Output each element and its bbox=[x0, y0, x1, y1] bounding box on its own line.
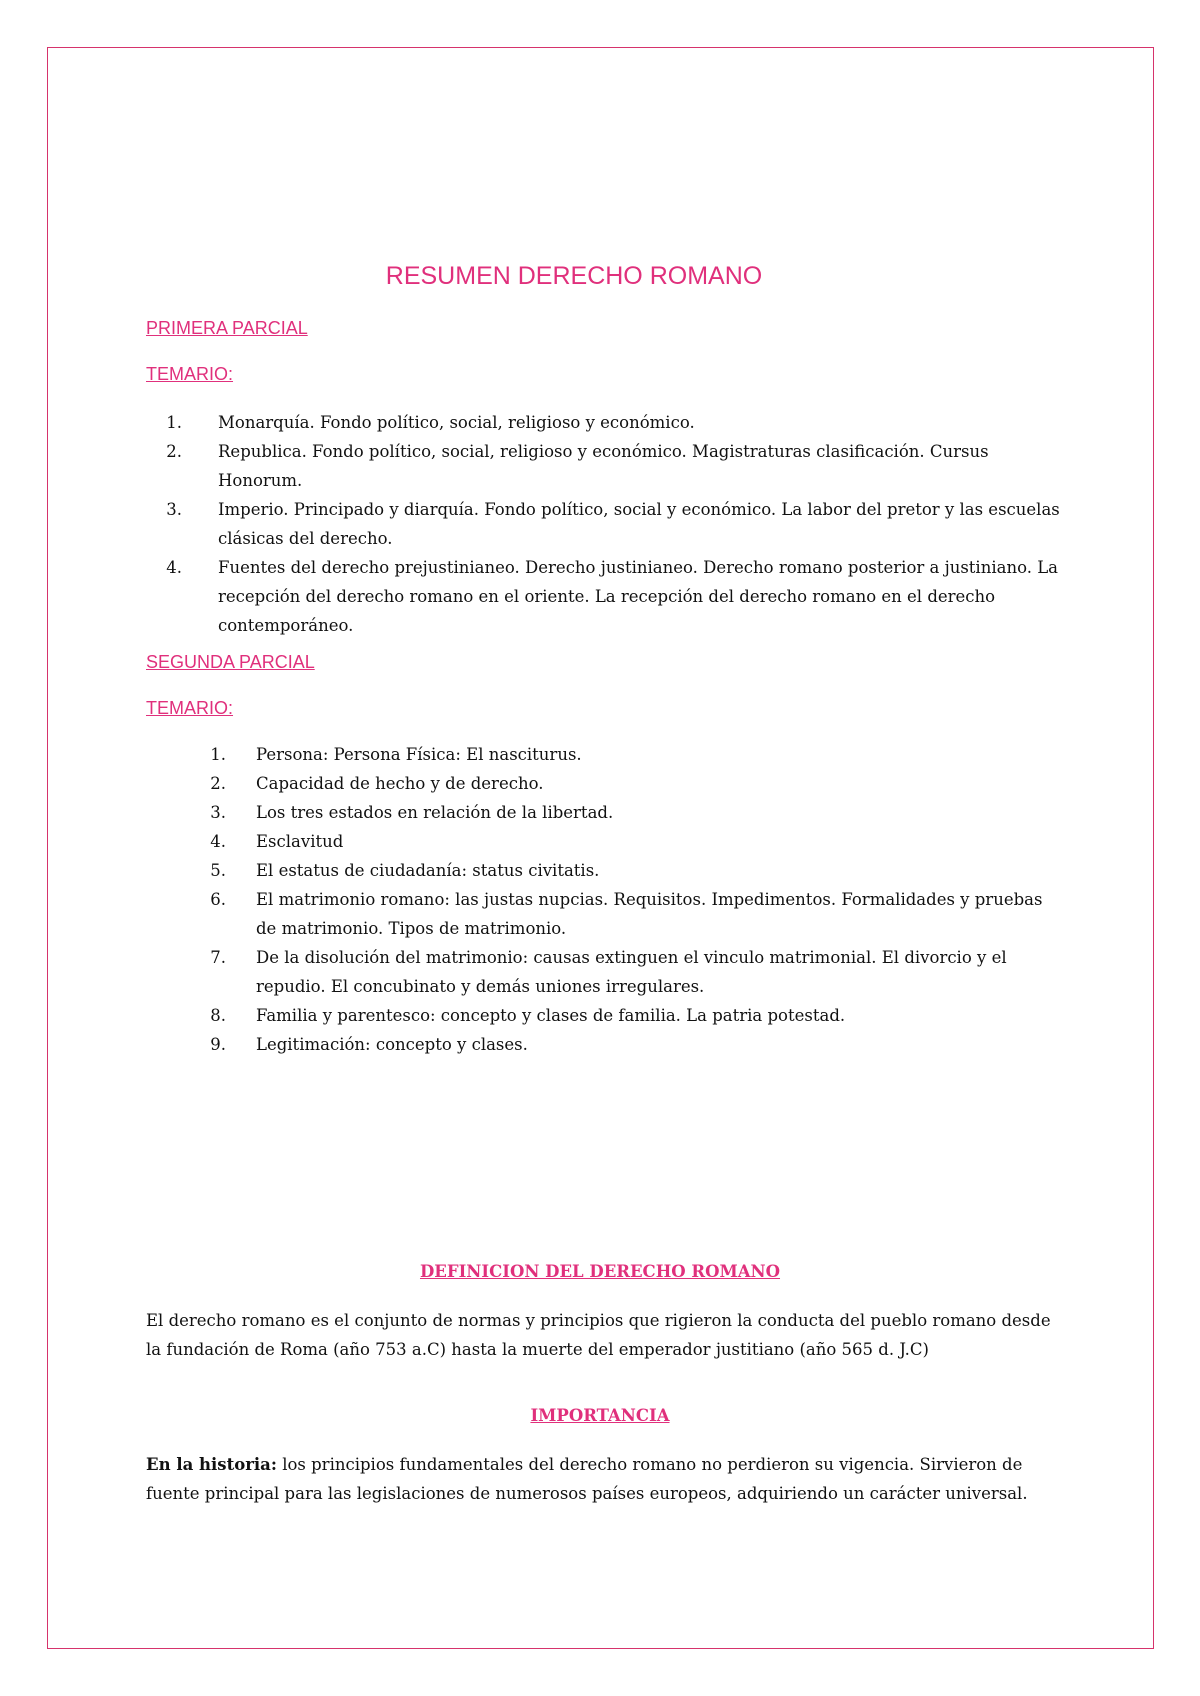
list-item-number: 2. bbox=[166, 442, 182, 461]
list-item-number: 2. bbox=[210, 774, 226, 793]
list-item bbox=[210, 1001, 1068, 1030]
list-item-number: 5. bbox=[210, 861, 226, 880]
list-item-text: El estatus de ciudadanía: status civitatis. bbox=[256, 861, 600, 880]
list-item-text: Monarquía. Fondo político, social, religioso y económico. bbox=[218, 413, 695, 432]
list-item bbox=[210, 769, 1068, 798]
document-title: RESUMEN DERECHO ROMANO bbox=[385, 262, 763, 290]
list-item bbox=[166, 408, 1070, 437]
definicion-paragraph: El derecho romano es el conjunto de normas y principios que rigieron la conducta del pueblo romano desde la fundación de Roma (año 753 a.C) hasta la muerte del emperador justitiano (año 565 d. J.C) bbox=[146, 1311, 1051, 1359]
list-item-number: 1. bbox=[166, 413, 182, 432]
list-item bbox=[166, 437, 1070, 495]
importancia-heading: IMPORTANCIA bbox=[530, 1406, 670, 1425]
list-item-text: De la disolución del matrimonio: causas extinguen el vinculo matrimonial. El divorcio y el repudio. El concubinato y demás uniones irregulares. bbox=[256, 948, 1007, 996]
importancia-paragraph bbox=[146, 1450, 1066, 1508]
list-item bbox=[210, 943, 1068, 1001]
list-item-text: Familia y parentesco: concepto y clases de familia. La patria potestad. bbox=[256, 1006, 846, 1025]
segunda-temario-label: TEMARIO: bbox=[146, 698, 234, 718]
list-item bbox=[210, 827, 1068, 856]
list-item bbox=[210, 885, 1068, 943]
list-item-text: Persona: Persona Física: El nasciturus. bbox=[256, 745, 582, 764]
list-item-text: Capacidad de hecho y de derecho. bbox=[256, 774, 544, 793]
list-item-number: 3. bbox=[166, 500, 182, 519]
list-item-text: Legitimación: concepto y clases. bbox=[256, 1035, 528, 1054]
list-item-number: 4. bbox=[210, 832, 226, 851]
definicion-heading: DEFINICION DEL DERECHO ROMANO bbox=[419, 1262, 781, 1281]
list-item-text: Los tres estados en relación de la libertad. bbox=[256, 803, 614, 822]
importancia-text: los principios fundamentales del derecho romano no perdieron su vigencia. Sirvieron de fuente principal para las legislaciones de numerosos países europeos, adquiriendo un carácter universal. bbox=[146, 1455, 1028, 1503]
list-item-number: 6. bbox=[210, 890, 226, 909]
segunda-temario-list bbox=[210, 740, 1068, 1059]
list-item-text: El matrimonio romano: las justas nupcias. Requisitos. Impedimentos. Formalidades y pruebas de matrimonio. Tipos de matrimonio. bbox=[256, 890, 1043, 938]
list-item-number: 8. bbox=[210, 1006, 226, 1025]
list-item bbox=[210, 740, 1068, 769]
list-item-number: 7. bbox=[210, 948, 226, 967]
list-item bbox=[166, 553, 1070, 640]
primera-temario-label: TEMARIO: bbox=[146, 364, 234, 384]
list-item-text: Republica. Fondo político, social, religioso y económico. Magistraturas clasificación. Cursus Honorum. bbox=[218, 442, 989, 490]
primera-parcial-heading: PRIMERA PARCIAL bbox=[146, 318, 308, 338]
list-item-text: Esclavitud bbox=[256, 832, 344, 851]
list-item bbox=[210, 1030, 1068, 1059]
importancia-lead: En la historia: bbox=[146, 1455, 277, 1474]
list-item-text: Imperio. Principado y diarquía. Fondo político, social y económico. La labor del pretor y las escuelas clásicas del derecho. bbox=[218, 500, 1060, 548]
list-item-number: 9. bbox=[210, 1035, 226, 1054]
list-item-text: Fuentes del derecho prejustinianeo. Derecho justinianeo. Derecho romano posterior a justiniano. La recepción del derecho romano en el oriente. La recepción del derecho romano en el derecho contemporáneo. bbox=[218, 558, 1059, 635]
list-item bbox=[210, 856, 1068, 885]
list-item bbox=[166, 495, 1070, 553]
list-item-number: 3. bbox=[210, 803, 226, 822]
list-item-number: 1. bbox=[210, 745, 226, 764]
list-item-number: 4. bbox=[166, 558, 182, 577]
list-item bbox=[210, 798, 1068, 827]
segunda-parcial-heading: SEGUNDA PARCIAL bbox=[146, 652, 315, 672]
primera-temario-list bbox=[166, 408, 1070, 640]
